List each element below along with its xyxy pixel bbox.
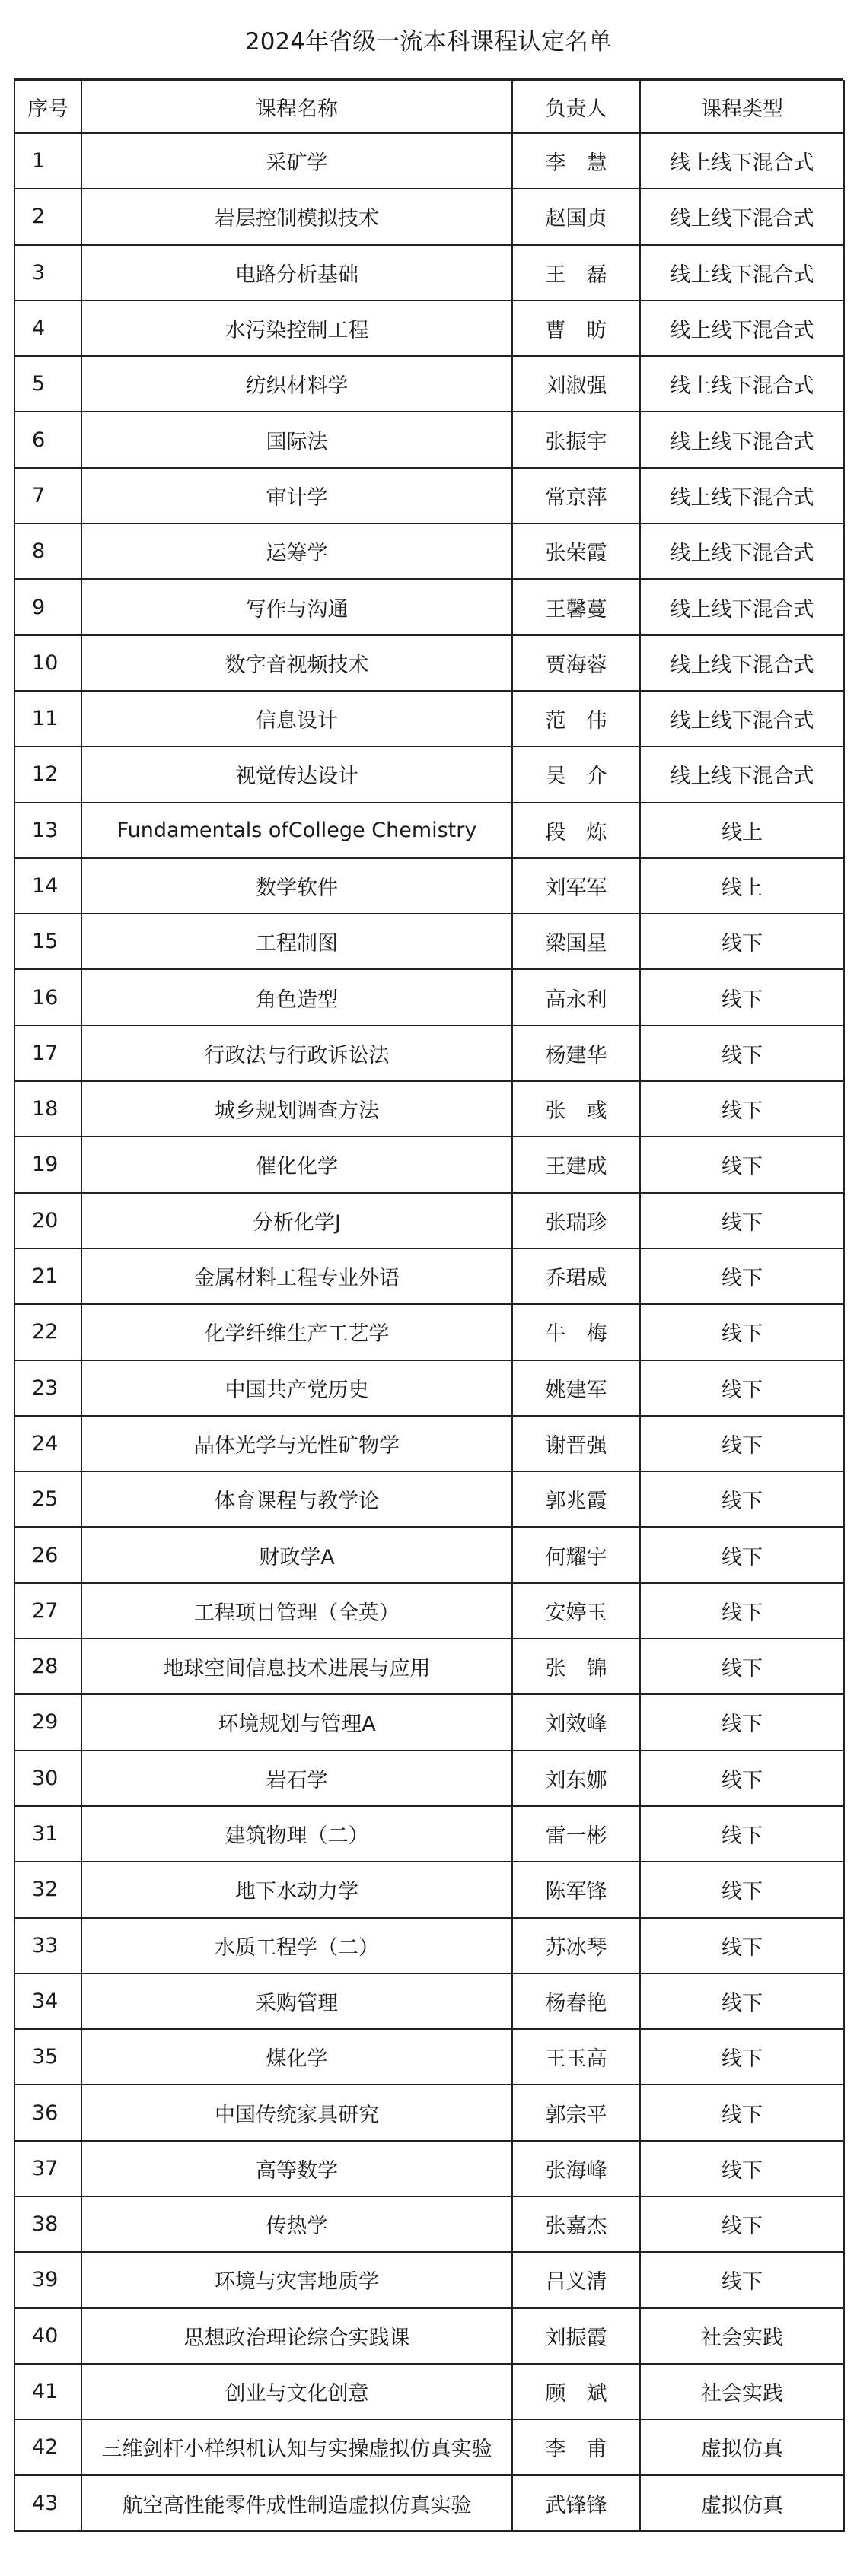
table-row xyxy=(14,523,844,579)
course-type: 线上线下混合式 xyxy=(640,356,844,412)
row-number: 17 xyxy=(14,1026,81,1081)
table-row xyxy=(14,2252,844,2307)
course-owner: 郭宗平 xyxy=(512,2085,640,2140)
course-type: 线上线下混合式 xyxy=(640,691,844,746)
row-number: 21 xyxy=(14,1248,81,1304)
course-type: 线下 xyxy=(640,1639,844,1694)
course-name: 地球空间信息技术进展与应用 xyxy=(81,1639,512,1694)
course-name: 化学纤维生产工艺学 xyxy=(81,1304,512,1360)
course-name: 国际法 xyxy=(81,412,512,467)
course-type: 线下 xyxy=(640,2141,844,2196)
course-type: 线下 xyxy=(640,1304,844,1360)
row-number: 22 xyxy=(14,1304,81,1360)
course-owner: 郭兆霞 xyxy=(512,1471,640,1527)
row-number: 41 xyxy=(14,2364,81,2419)
course-name: 采矿学 xyxy=(81,133,512,189)
course-owner: 梁国星 xyxy=(512,914,640,969)
course-name: 行政法与行政诉讼法 xyxy=(81,1026,512,1081)
course-name: 采购管理 xyxy=(81,1973,512,2029)
table-row xyxy=(14,1694,844,1750)
course-name: 体育课程与教学论 xyxy=(81,1471,512,1527)
course-type: 线上线下混合式 xyxy=(640,245,844,301)
table-row xyxy=(14,245,844,301)
column-header-no: 序号 xyxy=(14,81,81,133)
course-name: 三维剑杆小样织机认知与实操虚拟仿真实验 xyxy=(81,2419,512,2475)
row-number: 15 xyxy=(14,914,81,969)
course-name: 工程项目管理（全英） xyxy=(81,1583,512,1639)
course-owner: 刘东娜 xyxy=(512,1751,640,1806)
table-row xyxy=(14,1304,844,1360)
table-row xyxy=(14,2196,844,2252)
table-row xyxy=(14,468,844,523)
course-type: 线上线下混合式 xyxy=(640,412,844,467)
table-row xyxy=(14,2308,844,2364)
course-name: 金属材料工程专业外语 xyxy=(81,1248,512,1304)
course-type: 线下 xyxy=(640,2085,844,2140)
course-owner: 张海峰 xyxy=(512,2141,640,2196)
course-type: 线上线下混合式 xyxy=(640,746,844,802)
course-name: 航空高性能零件成性制造虚拟仿真实验 xyxy=(81,2475,512,2530)
course-name: 高等数学 xyxy=(81,2141,512,2196)
course-name: 岩石学 xyxy=(81,1751,512,1806)
table-row xyxy=(14,1137,844,1192)
table-row xyxy=(14,1973,844,2029)
course-owner: 苏冰琴 xyxy=(512,1918,640,1973)
course-name: 催化化学 xyxy=(81,1137,512,1192)
course-owner: 曹 昉 xyxy=(512,301,640,356)
row-number: 23 xyxy=(14,1360,81,1416)
row-number: 18 xyxy=(14,1081,81,1137)
course-type: 线下 xyxy=(640,1527,844,1582)
row-number: 4 xyxy=(14,301,81,356)
row-number: 32 xyxy=(14,1862,81,1917)
row-number: 3 xyxy=(14,245,81,301)
course-name: 财政学A xyxy=(81,1527,512,1582)
course-owner: 张 彧 xyxy=(512,1081,640,1137)
course-type: 线上 xyxy=(640,803,844,858)
page-title: 2024年省级一流本科课程认定名单 xyxy=(14,0,843,80)
row-number: 13 xyxy=(14,803,81,858)
row-number: 28 xyxy=(14,1639,81,1694)
row-number: 8 xyxy=(14,523,81,579)
course-owner: 吴 介 xyxy=(512,746,640,802)
course-owner: 安婷玉 xyxy=(512,1583,640,1639)
row-number: 43 xyxy=(14,2475,81,2530)
course-name: 晶体光学与光性矿物学 xyxy=(81,1416,512,1471)
course-owner: 武锋锋 xyxy=(512,2475,640,2530)
table-row xyxy=(14,914,844,969)
course-type: 线下 xyxy=(640,1694,844,1750)
course-type: 线下 xyxy=(640,1081,844,1137)
course-name: 运筹学 xyxy=(81,523,512,579)
course-name: 思想政治理论综合实践课 xyxy=(81,2308,512,2364)
table-row xyxy=(14,803,844,858)
course-owner: 范 伟 xyxy=(512,691,640,746)
table-row xyxy=(14,1918,844,1973)
course-owner: 谢晋强 xyxy=(512,1416,640,1471)
row-number: 27 xyxy=(14,1583,81,1639)
row-number: 26 xyxy=(14,1527,81,1582)
table-row xyxy=(14,301,844,356)
table-row xyxy=(14,1806,844,1862)
table-row xyxy=(14,1416,844,1471)
course-owner: 张振宇 xyxy=(512,412,640,467)
table-row xyxy=(14,1862,844,1917)
course-type: 线下 xyxy=(640,969,844,1025)
row-number: 42 xyxy=(14,2419,81,2475)
course-type: 线上线下混合式 xyxy=(640,579,844,634)
row-number: 31 xyxy=(14,1806,81,1862)
row-number: 34 xyxy=(14,1973,81,2029)
table-row xyxy=(14,2085,844,2140)
course-owner: 贾海蓉 xyxy=(512,635,640,691)
row-number: 33 xyxy=(14,1918,81,1973)
course-type: 线下 xyxy=(640,1583,844,1639)
course-owner: 乔珺威 xyxy=(512,1248,640,1304)
row-number: 5 xyxy=(14,356,81,412)
table-row xyxy=(14,1193,844,1248)
course-type: 线下 xyxy=(640,1360,844,1416)
course-name: 数字音视频技术 xyxy=(81,635,512,691)
course-list-document xyxy=(14,0,843,2532)
course-name: 创业与文化创意 xyxy=(81,2364,512,2419)
course-owner: 杨春艳 xyxy=(512,1973,640,2029)
table-row xyxy=(14,969,844,1025)
course-owner: 刘军军 xyxy=(512,858,640,914)
row-number: 14 xyxy=(14,858,81,914)
course-owner: 张嘉杰 xyxy=(512,2196,640,2252)
course-owner: 高永利 xyxy=(512,969,640,1025)
row-number: 2 xyxy=(14,189,81,244)
course-name: 角色造型 xyxy=(81,969,512,1025)
table-row xyxy=(14,746,844,802)
course-type: 线下 xyxy=(640,1862,844,1917)
course-name: 分析化学J xyxy=(81,1193,512,1248)
course-type: 线下 xyxy=(640,1416,844,1471)
course-name: 建筑物理（二） xyxy=(81,1806,512,1862)
course-type: 线下 xyxy=(640,1471,844,1527)
course-type: 线上 xyxy=(640,858,844,914)
course-type: 线下 xyxy=(640,1248,844,1304)
table-row xyxy=(14,1583,844,1639)
row-number: 36 xyxy=(14,2085,81,2140)
column-header-name: 课程名称 xyxy=(81,81,512,133)
course-owner: 陈军锋 xyxy=(512,1862,640,1917)
course-owner: 吕义清 xyxy=(512,2252,640,2307)
table-header-row xyxy=(14,81,844,133)
course-name: 数学软件 xyxy=(81,858,512,914)
course-owner: 李 慧 xyxy=(512,133,640,189)
table-row xyxy=(14,356,844,412)
row-number: 35 xyxy=(14,2029,81,2085)
course-name: 写作与沟通 xyxy=(81,579,512,634)
table-row xyxy=(14,1026,844,1081)
table-row xyxy=(14,2029,844,2085)
course-type: 线上线下混合式 xyxy=(640,301,844,356)
course-type: 线下 xyxy=(640,1193,844,1248)
column-header-owner: 负责人 xyxy=(512,81,640,133)
course-type: 线下 xyxy=(640,914,844,969)
row-number: 12 xyxy=(14,746,81,802)
table-row xyxy=(14,1471,844,1527)
course-owner: 张 锦 xyxy=(512,1639,640,1694)
table-row xyxy=(14,1751,844,1806)
course-name: 电路分析基础 xyxy=(81,245,512,301)
row-number: 38 xyxy=(14,2196,81,2252)
course-type: 线下 xyxy=(640,2252,844,2307)
table-row xyxy=(14,189,844,244)
table-row xyxy=(14,412,844,467)
row-number: 9 xyxy=(14,579,81,634)
course-type: 虚拟仿真 xyxy=(640,2419,844,2475)
course-owner: 何耀宇 xyxy=(512,1527,640,1582)
course-owner: 王 磊 xyxy=(512,245,640,301)
row-number: 6 xyxy=(14,412,81,467)
row-number: 11 xyxy=(14,691,81,746)
course-owner: 常京萍 xyxy=(512,468,640,523)
course-name: 中国传统家具研究 xyxy=(81,2085,512,2140)
course-owner: 顾 斌 xyxy=(512,2364,640,2419)
column-header-type: 课程类型 xyxy=(640,81,844,133)
table-row xyxy=(14,2141,844,2196)
course-name: 中国共产党历史 xyxy=(81,1360,512,1416)
table-row xyxy=(14,2419,844,2475)
table-row xyxy=(14,579,844,634)
course-name: Fundamentals ofCollege Chemistry xyxy=(81,803,512,858)
course-type: 社会实践 xyxy=(640,2364,844,2419)
course-owner: 王建成 xyxy=(512,1137,640,1192)
course-owner: 张荣霞 xyxy=(512,523,640,579)
course-owner: 刘振霞 xyxy=(512,2308,640,2364)
course-type: 虚拟仿真 xyxy=(640,2475,844,2530)
course-type: 线上线下混合式 xyxy=(640,468,844,523)
course-type: 线上线下混合式 xyxy=(640,189,844,244)
table-row xyxy=(14,1248,844,1304)
course-owner: 姚建军 xyxy=(512,1360,640,1416)
course-owner: 李 甫 xyxy=(512,2419,640,2475)
course-type: 线下 xyxy=(640,1918,844,1973)
course-type: 线上线下混合式 xyxy=(640,635,844,691)
course-type: 线下 xyxy=(640,1973,844,2029)
table-row xyxy=(14,1527,844,1582)
table-row xyxy=(14,1360,844,1416)
course-type: 线下 xyxy=(640,2029,844,2085)
course-owner: 赵国贞 xyxy=(512,189,640,244)
course-name: 审计学 xyxy=(81,468,512,523)
row-number: 20 xyxy=(14,1193,81,1248)
row-number: 40 xyxy=(14,2308,81,2364)
row-number: 7 xyxy=(14,468,81,523)
row-number: 1 xyxy=(14,133,81,189)
course-type: 线上线下混合式 xyxy=(640,523,844,579)
row-number: 37 xyxy=(14,2141,81,2196)
table-row xyxy=(14,133,844,189)
course-type: 线下 xyxy=(640,1026,844,1081)
row-number: 16 xyxy=(14,969,81,1025)
course-name: 岩层控制模拟技术 xyxy=(81,189,512,244)
course-owner: 王玉高 xyxy=(512,2029,640,2085)
table-row xyxy=(14,691,844,746)
row-number: 29 xyxy=(14,1694,81,1750)
course-type: 线下 xyxy=(640,2196,844,2252)
course-name: 地下水动力学 xyxy=(81,1862,512,1917)
table-row xyxy=(14,2364,844,2419)
table-row xyxy=(14,1081,844,1137)
course-name: 视觉传达设计 xyxy=(81,746,512,802)
row-number: 30 xyxy=(14,1751,81,1806)
course-owner: 刘淑强 xyxy=(512,356,640,412)
course-name: 信息设计 xyxy=(81,691,512,746)
course-name: 传热学 xyxy=(81,2196,512,2252)
course-type: 社会实践 xyxy=(640,2308,844,2364)
course-type: 线下 xyxy=(640,1751,844,1806)
course-name: 环境与灾害地质学 xyxy=(81,2252,512,2307)
table-row xyxy=(14,2475,844,2530)
course-type: 线上线下混合式 xyxy=(640,133,844,189)
course-owner: 杨建华 xyxy=(512,1026,640,1081)
course-owner: 张瑞珍 xyxy=(512,1193,640,1248)
row-number: 25 xyxy=(14,1471,81,1527)
course-owner: 牛 梅 xyxy=(512,1304,640,1360)
course-type: 线下 xyxy=(640,1137,844,1192)
course-owner: 雷一彬 xyxy=(512,1806,640,1862)
table-row xyxy=(14,635,844,691)
course-owner: 王馨蔓 xyxy=(512,579,640,634)
course-owner: 段 炼 xyxy=(512,803,640,858)
course-name: 环境规划与管理A xyxy=(81,1694,512,1750)
course-owner: 刘效峰 xyxy=(512,1694,640,1750)
course-name: 水质工程学（二） xyxy=(81,1918,512,1973)
course-name: 纺织材料学 xyxy=(81,356,512,412)
row-number: 19 xyxy=(14,1137,81,1192)
course-type: 线下 xyxy=(640,1806,844,1862)
course-name: 水污染控制工程 xyxy=(81,301,512,356)
table-row xyxy=(14,858,844,914)
row-number: 24 xyxy=(14,1416,81,1471)
course-name: 城乡规划调查方法 xyxy=(81,1081,512,1137)
course-name: 煤化学 xyxy=(81,2029,512,2085)
course-name: 工程制图 xyxy=(81,914,512,969)
row-number: 10 xyxy=(14,635,81,691)
row-number: 39 xyxy=(14,2252,81,2307)
course-table xyxy=(14,80,845,2532)
table-row xyxy=(14,1639,844,1694)
